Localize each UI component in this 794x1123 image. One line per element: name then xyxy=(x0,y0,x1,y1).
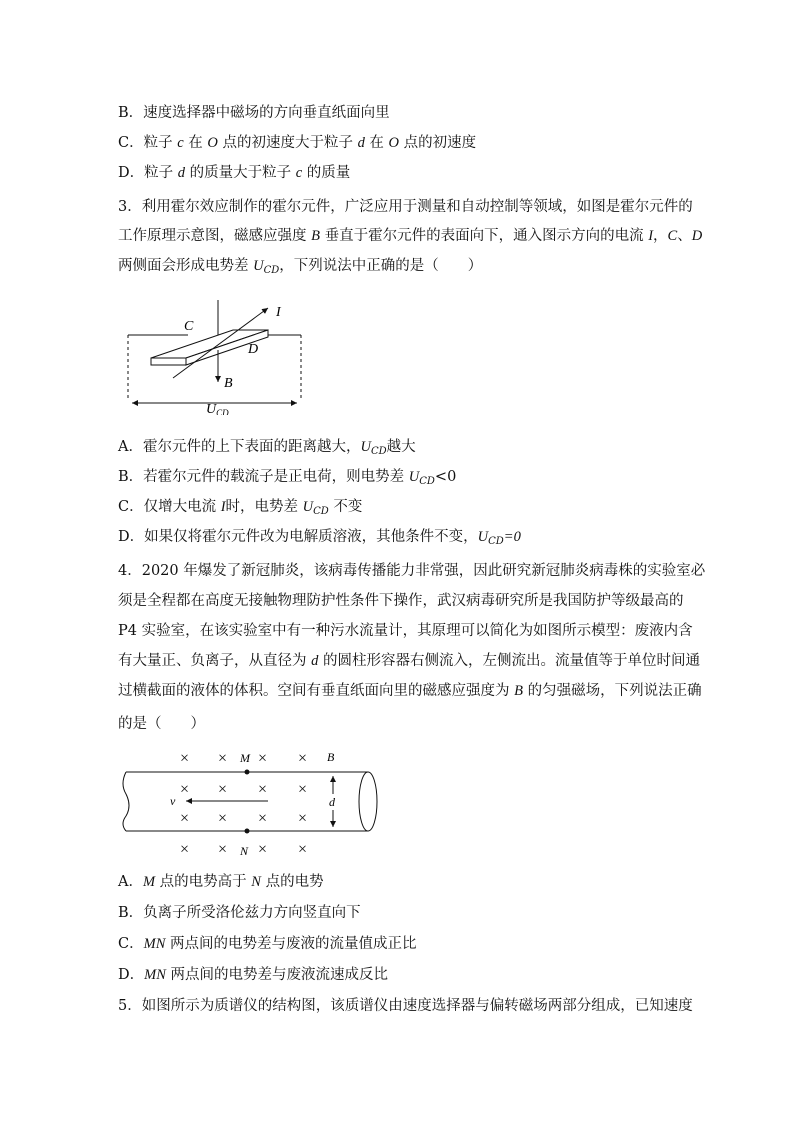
magnetic-field-crosses xyxy=(180,750,307,858)
q4-stem-line6: 的是（ ） xyxy=(118,716,205,732)
q3-option-d: D．如果仅将霍尔元件改为电解质溶液，其他条件不变，$U_{CD}=0$ xyxy=(118,529,521,547)
q3-stem-line3: 两侧面会形成电势差 $U_{CD}$，下列说法中正确的是（ ） xyxy=(118,258,483,276)
point-n xyxy=(245,829,250,834)
label-d: d xyxy=(329,795,335,809)
svg-text:×: × xyxy=(180,750,190,767)
svg-text:×: × xyxy=(258,781,268,798)
option-b-prev: B．速度选择器中磁场的方向垂直纸面向里 xyxy=(118,105,390,121)
label-b: B xyxy=(224,376,233,391)
option-d-prev: D．粒子 d 的质量大于粒子 c 的质量 xyxy=(118,165,351,181)
svg-text:×: × xyxy=(180,781,190,798)
option-c-prev: C．粒子 c 在 O 点的初速度大于粒子 d 在 O 点的初速度 xyxy=(118,135,477,151)
label-d: D xyxy=(248,342,259,357)
svg-text:×: × xyxy=(258,841,268,858)
q3-stem-line2: 工作原理示意图，磁感应强度 B 垂直于霍尔元件的表面向下，通入图示方向的电流 I，C、D xyxy=(118,228,703,244)
label-c: C xyxy=(184,319,194,334)
q4-stem-line5: 过横截面的液体的体积。空间有垂直纸面向里的磁感应强度为 B 的匀强磁场，下列说法正确 xyxy=(118,683,702,699)
svg-text:×: × xyxy=(180,841,190,858)
q3-option-c: C．仅增大电流 I时，电势差 $U_{CD}$ 不变 xyxy=(118,499,363,517)
q4-stem-line2: 须是全程都在高度无接触物理防护性条件下操作，武汉病毒研究所是我国防护等级最高的 xyxy=(118,593,684,609)
q5-stem-line1: 5．如图所示为质谱仪的结构图，该质谱仪由速度选择器与偏转磁场两部分组成，已知速度 xyxy=(118,998,693,1014)
q4-stem-line1: 4．2020 年爆发了新冠肺炎，该病毒传播能力非常强，因此研究新冠肺炎病毒株的实验室必 xyxy=(118,563,706,579)
q4-option-b: B．负离子所受洛伦兹力方向竖直向下 xyxy=(118,905,361,921)
svg-text:×: × xyxy=(218,810,228,827)
svg-text:×: × xyxy=(298,810,308,827)
svg-text:×: × xyxy=(258,750,268,767)
svg-text:×: × xyxy=(218,750,228,767)
svg-text:×: × xyxy=(298,841,308,858)
q3-stem-line1: 3．利用霍尔效应制作的霍尔元件，广泛应用于测量和自动控制等领域，如图是霍尔元件的 xyxy=(118,199,693,215)
label-n: N xyxy=(240,844,249,858)
svg-text:×: × xyxy=(258,810,268,827)
hall-element-figure xyxy=(118,290,318,415)
svg-text:×: × xyxy=(298,781,308,798)
svg-text:×: × xyxy=(180,810,190,827)
svg-text:×: × xyxy=(218,781,228,798)
label-u: $U_{CD}$ xyxy=(206,402,229,415)
q4-option-d: D．MN 两点间的电势差与废液流速成反比 xyxy=(118,967,388,983)
point-m xyxy=(245,770,250,775)
label-i: I xyxy=(276,305,281,320)
q4-option-c: C．MN 两点间的电势差与废液的流量值成正比 xyxy=(118,936,417,952)
svg-text:×: × xyxy=(298,750,308,767)
svg-text:×: × xyxy=(218,841,228,858)
q4-option-a: A．M 点的电势高于 N 点的电势 xyxy=(118,874,324,890)
q4-stem-line3: P4 实验室，在该实验室中有一种污水流量计，其原理可以简化为如图所示模型：废液内含 xyxy=(118,623,693,639)
flowmeter-figure xyxy=(118,744,388,862)
label-v: v xyxy=(170,794,176,808)
label-b: B xyxy=(327,750,335,764)
q4-stem-line4: 有大量正、负离子，从直径为 d 的圆柱形容器右侧流入，左侧流出。流量值等于单位时间通 xyxy=(118,653,700,669)
label-m: M xyxy=(240,751,250,765)
q3-option-a: A．霍尔元件的上下表面的距离越大，$U_{CD}$越大 xyxy=(118,439,416,457)
q3-option-b: B．若霍尔元件的载流子是正电荷，则电势差 $U_{CD}<0$ xyxy=(118,469,457,487)
